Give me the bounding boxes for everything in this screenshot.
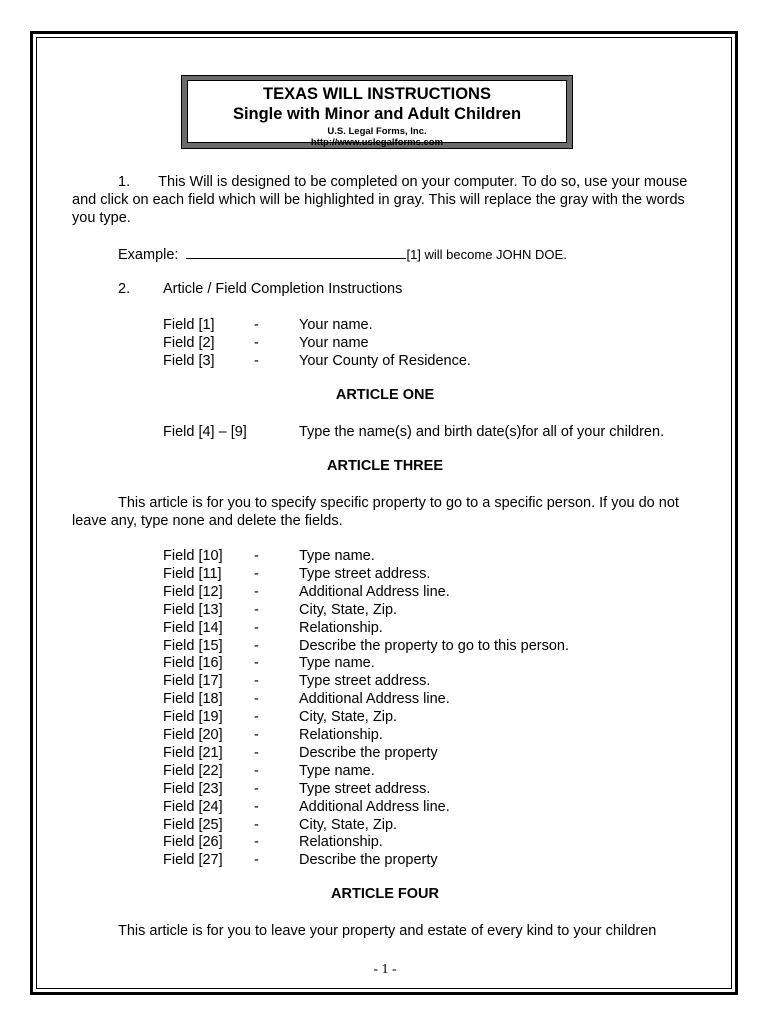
field-dash: - [254,744,259,761]
article-one-field-description: Type the name(s) and birth date(s)for all of your children. [299,424,665,440]
field-label: Field [12] [163,583,223,600]
field-description: Your County of Residence. [299,353,471,369]
field-label: Field [14] [163,619,223,636]
field-dash: - [254,762,259,779]
field-dash: - [254,335,259,351]
field-dash: - [254,353,259,369]
field-label: Field [19] [163,709,223,726]
field-label: Field [16] [163,655,223,672]
field-description: Type name. [299,762,375,779]
field-description: Type street address. [299,565,431,582]
title-box [181,75,573,149]
page-number: - 1 - [373,962,397,977]
example-suffix: [1] will become JOHN DOE. [406,247,567,262]
field-label: Field [11] [163,565,222,582]
field-dash: - [254,548,259,564]
section-1-number: 1. [118,174,131,190]
field-label: Field [24] [163,798,223,815]
field-description: Describe the property [299,744,438,761]
field-dash: - [254,637,259,654]
field-label: Field [1] [163,317,215,333]
example-label: Example: [118,247,179,263]
article-four-heading: ARTICLE FOUR [331,886,439,902]
field-label: Field [3] [163,353,215,369]
field-label: Field [2] [163,335,215,351]
publisher-name: U.S. Legal Forms, Inc. [327,126,427,137]
field-description: Additional Address line. [299,691,450,708]
field-description: City, State, Zip. [299,601,398,618]
article-three-heading: ARTICLE THREE [327,458,443,474]
field-dash: - [254,583,259,600]
field-description: Relationship. [299,619,383,636]
article-one-field-label: Field [4] – [9] [163,424,247,440]
field-description: City, State, Zip. [299,709,398,726]
title-box-inner [187,80,567,148]
field-description: Additional Address line. [299,583,450,600]
field-label: Field [20] [163,727,223,743]
field-label: Field [18] [163,691,223,708]
section-1-paragraph [72,173,702,227]
field-dash: - [254,601,259,618]
example-line [118,245,567,264]
article-four-intro: This article is for you to leave your property and estate of every kind to your children [118,923,657,939]
field-dash: - [254,317,259,333]
field-dash: - [254,565,259,582]
field-dash: - [254,691,259,708]
field-dash: - [254,834,259,851]
field-label: Field [26] [163,834,223,851]
field-description: Your name. [299,317,373,333]
field-label: Field [15] [163,637,223,654]
field-dash: - [254,673,259,690]
field-label: Field [10] [163,548,223,564]
article-three-intro: This article is for you to specify specific property to go to a specific person. If you do not leave any, type none and delete the fields. [72,495,679,529]
field-dash: - [254,655,259,672]
field-dash: - [254,780,259,797]
field-label: Field [21] [163,744,223,761]
field-dash: - [254,798,259,815]
field-dash: - [254,852,259,869]
section-2-heading: Article / Field Completion Instructions [163,281,403,297]
section-1-text: This Will is designed to be completed on your computer. To do so, use your mouse and click on each field which will be highlighted in gray. This will replace the gray with the words you type. [72,174,688,226]
document-subtitle: Single with Minor and Adult Children [232,105,522,123]
field-description: Describe the property to go to this person. [299,637,570,654]
field-label: Field [25] [163,816,223,833]
field-label: Field [27] [163,852,223,869]
field-description: Relationship. [299,727,383,743]
field-dash: - [254,619,259,636]
publisher-url: http://www.uslegalforms.com [310,137,444,148]
document-title: TEXAS WILL INSTRUCTIONS [263,85,491,103]
field-label: Field [13] [163,601,223,618]
field-label: Field [23] [163,780,223,797]
section-2-number: 2. [118,281,131,297]
field-description: Describe the property [299,852,438,869]
field-description: Additional Address line. [299,798,450,815]
example-blank [186,245,406,259]
field-dash: - [254,727,259,743]
article-one-heading: ARTICLE ONE [335,387,435,403]
field-description: Type name. [299,655,375,672]
field-label: Field [22] [163,762,223,779]
field-description: Type name. [299,548,375,564]
field-description: Relationship. [299,834,383,851]
field-description: Type street address. [299,780,431,797]
field-label: Field [17] [163,673,223,690]
field-description: Type street address. [299,673,431,690]
field-dash: - [254,709,259,726]
field-description: Your name [299,335,369,351]
field-description: City, State, Zip. [299,816,398,833]
field-dash: - [254,816,259,833]
